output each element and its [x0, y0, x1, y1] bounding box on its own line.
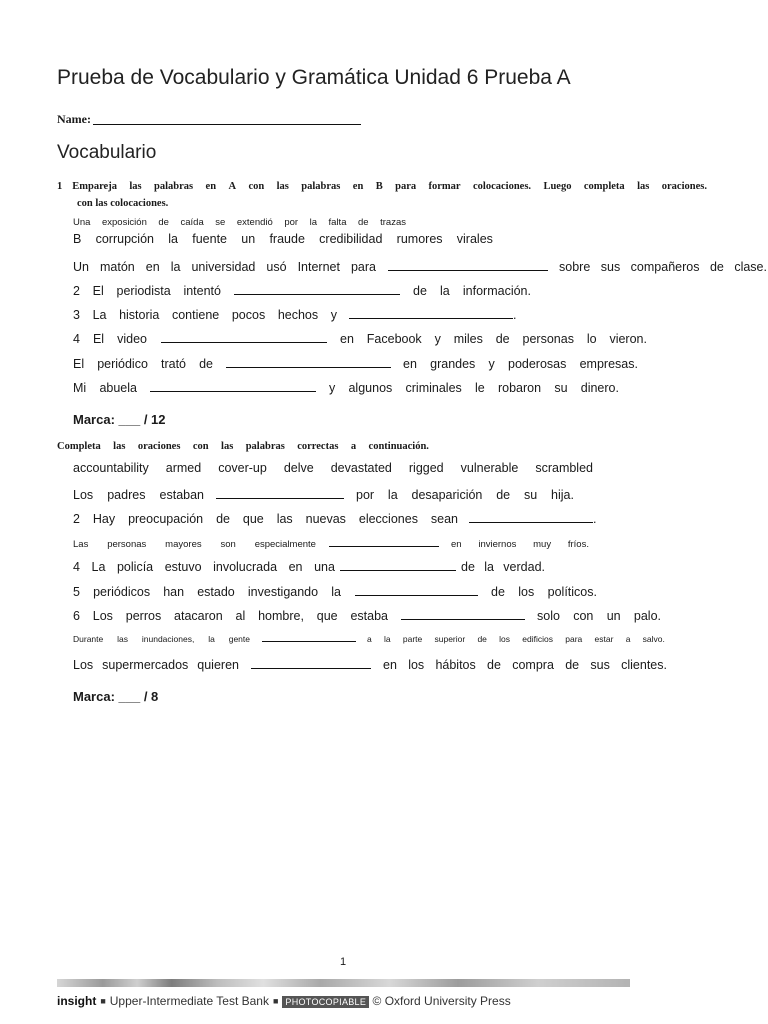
- word: las: [276, 181, 289, 192]
- sentence-text: [73, 332, 147, 346]
- word: periódico: [97, 357, 148, 371]
- ex1-score: Marca: ___ / 12: [73, 412, 166, 427]
- word: abuela: [99, 381, 137, 395]
- word: a: [350, 441, 357, 452]
- answer-blank[interactable]: [355, 584, 478, 596]
- word: trazas: [380, 217, 406, 228]
- sentence-text: [537, 609, 661, 623]
- word: un: [241, 232, 256, 246]
- word: 2: [73, 512, 80, 526]
- word: palabras: [245, 441, 285, 452]
- word: los: [408, 658, 425, 672]
- word: historia: [119, 308, 160, 322]
- sentence-text: [461, 560, 545, 574]
- ex1-instruction-row: [57, 181, 707, 192]
- word: con: [573, 609, 594, 623]
- word: Una: [73, 217, 91, 228]
- answer-blank[interactable]: [469, 511, 593, 523]
- ex1-instruction-cont: con las colocaciones.: [77, 198, 169, 209]
- word: de: [495, 332, 510, 346]
- word: sobre: [559, 260, 591, 274]
- word: elecciones: [358, 512, 418, 526]
- word: rumores: [396, 232, 443, 246]
- word: estar: [594, 634, 614, 644]
- ex1-sentence-5: [73, 356, 638, 371]
- ex1-sentence-6: [73, 380, 619, 395]
- word: su: [554, 381, 568, 395]
- word: para: [395, 181, 417, 192]
- word: en: [288, 560, 303, 574]
- answer-blank[interactable]: [234, 283, 400, 295]
- word: sus: [590, 658, 610, 672]
- word: compra: [512, 658, 554, 672]
- sentence-text: [73, 284, 221, 298]
- word: las: [129, 181, 142, 192]
- word: palo.: [633, 609, 661, 623]
- word: hábitos: [435, 658, 476, 672]
- word: las: [276, 512, 293, 526]
- word: perros: [125, 609, 162, 623]
- ex2-sentence-7: [73, 633, 665, 644]
- word: Las: [73, 539, 89, 550]
- word: 5: [73, 585, 80, 599]
- footer-bank: Upper-Intermediate Test Bank: [109, 994, 269, 1008]
- word: El: [73, 357, 85, 371]
- word: las: [221, 441, 234, 452]
- word: algunos: [348, 381, 393, 395]
- sentence-text: [559, 260, 767, 274]
- word: sean: [430, 512, 458, 526]
- page-number: 1: [339, 956, 347, 968]
- word: para: [565, 634, 583, 644]
- sentence-text: [451, 539, 589, 550]
- ex1-sentence-2: [73, 283, 531, 298]
- word: miles: [453, 332, 483, 346]
- word: que: [316, 609, 338, 623]
- sentence-text: [356, 488, 574, 502]
- ex1-number: 1: [57, 181, 63, 192]
- word: salvo.: [642, 634, 665, 644]
- word: los: [499, 634, 511, 644]
- word: nuevas: [305, 512, 346, 526]
- sentence-text: [73, 539, 316, 550]
- ex1-sentence-1: [73, 259, 767, 274]
- word: las: [637, 181, 650, 192]
- word: padres: [107, 488, 146, 502]
- word: empresas.: [579, 357, 638, 371]
- ex2-sentence-1: [73, 487, 574, 502]
- ex2-sentence-6: [73, 608, 661, 623]
- word: 4: [73, 560, 80, 574]
- word: La: [91, 560, 106, 574]
- ex2-sentence-5: [73, 584, 597, 599]
- sentence-text: [73, 260, 376, 274]
- word: de: [158, 217, 169, 228]
- word: colocaciones.: [473, 181, 532, 192]
- photocopiable-badge: PHOTOCOPIABLE: [282, 996, 369, 1008]
- answer-blank[interactable]: [216, 487, 344, 499]
- word: Los: [73, 488, 94, 502]
- word: estuvo: [164, 560, 202, 574]
- ex2-sentence-2: [73, 511, 598, 526]
- word: los: [518, 585, 535, 599]
- word: parte: [402, 634, 423, 644]
- square-bullet-icon: ■: [272, 996, 279, 1006]
- word: y: [434, 332, 441, 346]
- word: 6: [73, 609, 80, 623]
- ex1-box-b-words: [73, 232, 493, 246]
- word: en: [352, 181, 364, 192]
- word: vieron.: [609, 332, 647, 346]
- word: en: [451, 539, 462, 550]
- word: en: [145, 260, 160, 274]
- word: las: [113, 441, 126, 452]
- sentence-text: [383, 658, 667, 672]
- word: desaparición: [411, 488, 483, 502]
- word: gente: [228, 634, 250, 644]
- word: edificios: [522, 634, 554, 644]
- word: dinero.: [580, 381, 619, 395]
- footer-brand: insight: [57, 994, 97, 1008]
- sentence-text: [73, 308, 337, 322]
- ex2-sentence-8: [73, 657, 667, 672]
- sentence-text: [73, 560, 335, 574]
- word: criminales: [405, 381, 462, 395]
- word: video: [117, 332, 147, 346]
- word: delve: [283, 461, 314, 475]
- word: palabras: [154, 181, 194, 192]
- word: cover-up: [218, 461, 267, 475]
- word: se: [215, 217, 226, 228]
- word: devastated: [330, 461, 392, 475]
- ex2-instruction: [57, 441, 429, 452]
- word: El: [92, 284, 104, 298]
- word: Facebook: [366, 332, 422, 346]
- word: extendió: [236, 217, 273, 228]
- word: y: [329, 381, 336, 395]
- word: son: [220, 539, 236, 550]
- word: accountability: [73, 461, 149, 475]
- word: 4: [73, 332, 80, 346]
- word: con: [192, 441, 209, 452]
- word: estaban: [159, 488, 204, 502]
- word: y: [488, 357, 495, 371]
- word: información.: [462, 284, 531, 298]
- word: fraude: [269, 232, 305, 246]
- word: fríos.: [567, 539, 589, 550]
- word: de: [216, 512, 230, 526]
- word: exposición: [101, 217, 147, 228]
- word: quieren: [197, 658, 239, 672]
- word: en: [383, 658, 397, 672]
- word: sus: [600, 260, 621, 274]
- word: la: [168, 232, 178, 246]
- word: especialmente: [254, 539, 316, 550]
- word: de: [496, 488, 511, 502]
- answer-blank[interactable]: [349, 307, 513, 319]
- word: clase.: [734, 260, 767, 274]
- word: personas: [107, 539, 147, 550]
- word: policía: [116, 560, 154, 574]
- word: de: [709, 260, 724, 274]
- word: hombre,: [258, 609, 304, 623]
- word: la: [208, 634, 215, 644]
- word: B: [375, 181, 383, 192]
- word: periódicos: [93, 585, 151, 599]
- word: la: [309, 217, 317, 228]
- name-label: Name:: [57, 112, 91, 126]
- word: de: [487, 658, 501, 672]
- word: scrambled: [535, 461, 593, 475]
- footer-publisher: © Oxford University Press: [372, 994, 511, 1008]
- word: hechos: [277, 308, 319, 322]
- sentence-text: [403, 357, 638, 371]
- word: compañeros: [630, 260, 700, 274]
- sentence-text: [73, 357, 213, 371]
- ex2-word-box: [73, 461, 593, 475]
- word: Un: [73, 260, 89, 274]
- word: inviernos: [478, 539, 517, 550]
- ex2-sentence-4: [73, 559, 545, 574]
- word: clientes.: [621, 658, 667, 672]
- word: por: [284, 217, 299, 228]
- word: 3: [73, 308, 80, 322]
- word: a: [625, 634, 631, 644]
- word: pocos: [231, 308, 266, 322]
- word: usó: [266, 260, 287, 274]
- word: continuación.: [368, 441, 429, 452]
- answer-blank[interactable]: [251, 657, 371, 669]
- word: grandes: [430, 357, 476, 371]
- word: Los: [92, 609, 113, 623]
- word: las: [117, 634, 128, 644]
- word: B: [73, 232, 82, 246]
- answer-blank[interactable]: [262, 633, 356, 642]
- ex1-sentence-3: [73, 307, 519, 322]
- word: caída: [180, 217, 204, 228]
- sentence-text: [73, 609, 388, 623]
- word: en: [205, 181, 217, 192]
- word: poderosas: [508, 357, 567, 371]
- ex1-sentence-4: [73, 331, 647, 346]
- word: Los: [73, 658, 94, 672]
- sentence-text: [73, 585, 341, 599]
- word: personas: [522, 332, 574, 346]
- word: virales: [456, 232, 493, 246]
- word: Empareja: [72, 181, 117, 192]
- page-title: Prueba de Vocabulario y Gramática Unidad 6 Prueba A: [57, 66, 571, 89]
- word: intentó: [183, 284, 221, 298]
- word: fuente: [192, 232, 228, 246]
- word: en: [340, 332, 354, 346]
- word: 2: [73, 284, 80, 298]
- square-bullet-icon: ■: [100, 996, 106, 1006]
- word: Internet: [297, 260, 340, 274]
- word: matón: [100, 260, 135, 274]
- word: la: [484, 560, 494, 574]
- sentence-end: .: [593, 512, 597, 526]
- ex2-score: Marca: ___ / 8: [73, 689, 159, 704]
- word: estaba: [350, 609, 388, 623]
- word: políticos.: [547, 585, 597, 599]
- answer-blank[interactable]: [329, 537, 439, 547]
- word: han: [163, 585, 185, 599]
- word: hija.: [551, 488, 574, 502]
- footer: [57, 994, 511, 1008]
- word: de: [491, 585, 505, 599]
- word: la: [387, 488, 398, 502]
- word: la: [170, 260, 181, 274]
- word: corrupción: [95, 232, 154, 246]
- word: falta: [328, 217, 347, 228]
- word: completa: [583, 181, 625, 192]
- word: Completa: [57, 441, 101, 452]
- word: inundaciones,: [141, 634, 195, 644]
- word: le: [475, 381, 485, 395]
- word: El: [92, 332, 105, 346]
- word: Durante: [73, 634, 104, 644]
- word: formar: [428, 181, 461, 192]
- word: armed: [165, 461, 202, 475]
- word: muy: [533, 539, 552, 550]
- word: de: [477, 634, 487, 644]
- name-field: [57, 112, 361, 127]
- word: una: [314, 560, 335, 574]
- word: oraciones: [137, 441, 181, 452]
- footer-photo-strip: [57, 979, 630, 987]
- word: Luego: [543, 181, 572, 192]
- answer-blank[interactable]: [161, 331, 327, 343]
- word: verdad.: [503, 560, 545, 574]
- word: vulnerable: [460, 461, 519, 475]
- word: rigged: [408, 461, 444, 475]
- sentence-text: [73, 488, 204, 502]
- word: al: [235, 609, 246, 623]
- word: periodista: [116, 284, 171, 298]
- word: correctas: [297, 441, 339, 452]
- answer-blank[interactable]: [340, 559, 456, 571]
- answer-blank[interactable]: [388, 259, 548, 271]
- word: la: [331, 585, 341, 599]
- sentence-text: [73, 381, 137, 395]
- sentence-text: [367, 634, 665, 644]
- word: la: [383, 634, 391, 644]
- word: a: [367, 634, 372, 644]
- word: investigando: [247, 585, 319, 599]
- sentence-text: [491, 585, 597, 599]
- word: A: [228, 181, 237, 192]
- word: preocupación: [128, 512, 204, 526]
- word: credibilidad: [319, 232, 383, 246]
- word: involucrada: [213, 560, 278, 574]
- word: contiene: [171, 308, 220, 322]
- word: para: [350, 260, 376, 274]
- word: superior: [434, 634, 466, 644]
- sentence-text: [73, 512, 458, 526]
- ex2-sentence-3: [73, 537, 589, 550]
- word: robaron: [497, 381, 542, 395]
- sentence-text: [73, 634, 250, 644]
- word: atacaron: [174, 609, 223, 623]
- word: por: [356, 488, 375, 502]
- sentence-text: [413, 284, 531, 298]
- word: de: [461, 560, 475, 574]
- word: lo: [586, 332, 597, 346]
- section-title: Vocabulario: [57, 142, 157, 163]
- word: Mi: [73, 381, 87, 395]
- word: la: [440, 284, 450, 298]
- word: de: [565, 658, 580, 672]
- name-line: [93, 124, 361, 125]
- word: mayores: [165, 539, 202, 550]
- word: universidad: [191, 260, 256, 274]
- word: de: [199, 357, 213, 371]
- word: de: [358, 217, 369, 228]
- sentence-text: [73, 658, 239, 672]
- answer-blank[interactable]: [401, 608, 525, 620]
- word: y: [330, 308, 337, 322]
- word: solo: [537, 609, 560, 623]
- word: que: [242, 512, 264, 526]
- word: estado: [197, 585, 235, 599]
- word: con: [248, 181, 265, 192]
- word: un: [606, 609, 621, 623]
- ex1-instruction: [72, 181, 707, 192]
- sentence-end: .: [513, 308, 517, 322]
- word: en: [403, 357, 417, 371]
- word: de: [413, 284, 427, 298]
- answer-blank[interactable]: [150, 380, 316, 392]
- word: palabras: [301, 181, 341, 192]
- word: La: [92, 308, 107, 322]
- word: Hay: [92, 512, 116, 526]
- word: trató: [160, 357, 186, 371]
- ex1-box-a-words: [73, 217, 406, 228]
- sentence-text: [340, 332, 647, 346]
- word: supermercados: [102, 658, 189, 672]
- answer-blank[interactable]: [226, 356, 391, 368]
- word: su: [523, 488, 538, 502]
- sentence-text: [329, 381, 619, 395]
- word: oraciones.: [661, 181, 707, 192]
